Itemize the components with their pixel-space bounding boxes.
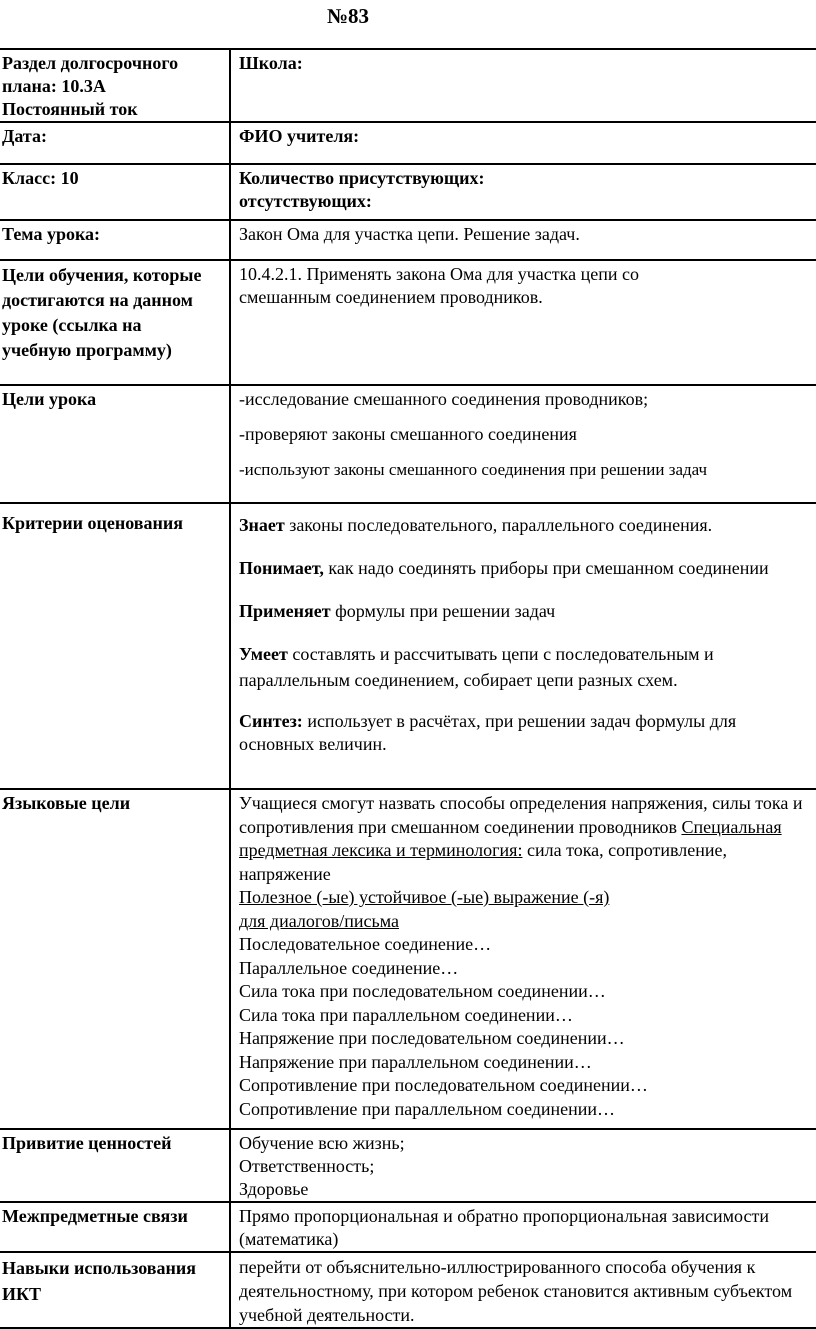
criterion-term: Синтез:: [239, 711, 303, 731]
criterion-text: законы последовательного, параллельного соединения.: [284, 515, 713, 535]
row-criteria: [0, 503, 816, 789]
phrase-item: Сопротивление при параллельном соединении…: [239, 1098, 616, 1119]
values-list: [230, 1129, 816, 1202]
lesson-plan-table: [0, 48, 816, 1329]
value-item: Ответственность;: [239, 1156, 375, 1176]
section-label: Раздел долгосрочного плана: 10.3А Постоянный ток: [0, 49, 230, 122]
present-label: Количество присутствующих:: [239, 168, 485, 188]
phrases-heading: для диалогов/письма: [239, 910, 399, 931]
criterion-term: Понимает,: [239, 558, 324, 578]
learning-goals-value: 10.4.2.1. Применять закона Ома для участка цепи со смешанным соединением проводников.: [230, 260, 816, 385]
row-values: [0, 1129, 816, 1202]
value-item: Здоровье: [239, 1179, 309, 1199]
criterion-item: [239, 555, 806, 581]
values-label: Привитие ценностей: [0, 1129, 230, 1202]
row-language-goals: [0, 789, 816, 1129]
phrase-item: Сила тока при параллельном соединении…: [239, 1004, 573, 1025]
lesson-goal-item: -проверяют законы смешанного соединения: [239, 424, 577, 444]
row-ict: [0, 1252, 816, 1328]
language-goals-label: Языковые цели: [0, 789, 230, 1129]
absent-label: отсутствующих:: [239, 191, 372, 211]
row-lesson-goals: [0, 385, 816, 503]
row-interdisciplinary: [0, 1202, 816, 1252]
phrase-item: Напряжение при параллельном соединении…: [239, 1051, 592, 1072]
learning-goals-label: Цели обучения, которые достигаются на данном уроке (ссылка на учебную программу): [0, 260, 230, 385]
criterion-text: использует в расчётах, при решении задач формулы для основных величин.: [239, 711, 737, 754]
lesson-goals-list: [230, 385, 816, 503]
attendance-cell: [230, 164, 816, 220]
criterion-term: Умеет: [239, 644, 288, 664]
criterion-item: [239, 598, 806, 624]
lesson-goal-item: -используют законы смешанного соединения при решении задач: [239, 460, 708, 479]
date-label: Дата:: [0, 122, 230, 164]
row-learning-goals: [0, 260, 816, 385]
phrase-item: Напряжение при последовательном соединении…: [239, 1028, 625, 1048]
vocab-text: сила тока, сопротивление, напряжение: [239, 840, 728, 884]
phrases-heading: Полезное (-ые) устойчивое (-ые) выражение (-я): [239, 887, 610, 907]
document-number: №83: [326, 4, 370, 28]
criterion-term: Применяет: [239, 601, 331, 621]
value-item: Обучение всю жизнь;: [239, 1133, 405, 1153]
class-label: Класс: 10: [0, 164, 230, 220]
criterion-item: [239, 710, 806, 756]
criteria-list: [230, 503, 816, 789]
criterion-item: [239, 641, 806, 693]
phrase-item: Параллельное соединение…: [239, 957, 459, 978]
phrase-item: Последовательное соединение…: [239, 934, 492, 954]
school-label: Школа:: [230, 49, 816, 122]
phrase-item: Сопротивление при последовательном соединении…: [239, 1075, 648, 1095]
topic-label: Тема урока:: [0, 220, 230, 260]
lesson-goal-item: -исследование смешанного соединения проводников;: [239, 389, 649, 409]
lesson-goals-label: Цели урока: [0, 385, 230, 503]
topic-value: Закон Ома для участка цепи. Решение задач.: [230, 220, 816, 260]
ict-label: Навыки использования ИКТ: [0, 1252, 230, 1328]
phrase-item: Сила тока при последовательном соединении…: [239, 981, 606, 1001]
criterion-item: [239, 512, 806, 538]
interdisciplinary-value: Прямо пропорциональная и обратно пропорциональная зависимости (математика): [230, 1202, 816, 1252]
criteria-label: Критерии оценования: [0, 503, 230, 789]
vocab-heading: Специальная предметная лексика и терминология:: [239, 816, 782, 860]
language-goals-intro: Учащиеся смогут назвать способы определения напряжения, силы тока и сопротивления при смешанном соединении проводников: [239, 793, 803, 837]
criterion-text: как надо соединять приборы при смешанном соединении: [323, 558, 769, 578]
interdisciplinary-label: Межпредметные связи: [0, 1202, 230, 1252]
row-topic: [0, 220, 816, 260]
criterion-text: составлять и рассчитывать цепи с последовательным и параллельным соединением, собирает цепи разных схем.: [239, 644, 714, 690]
language-goals-cell: [230, 789, 816, 1129]
row-date: [0, 122, 816, 164]
teacher-label: ФИО учителя:: [230, 122, 816, 164]
ict-value: перейти от объяснительно-иллюстрированного способа обучения к деятельностному, при котором ребенок становится активным субъектом учебной деятельности.: [230, 1252, 816, 1328]
row-section: [0, 49, 816, 122]
criterion-text: формулы при решении задач: [330, 601, 556, 621]
row-class: [0, 164, 816, 220]
criterion-term: Знает: [239, 515, 285, 535]
